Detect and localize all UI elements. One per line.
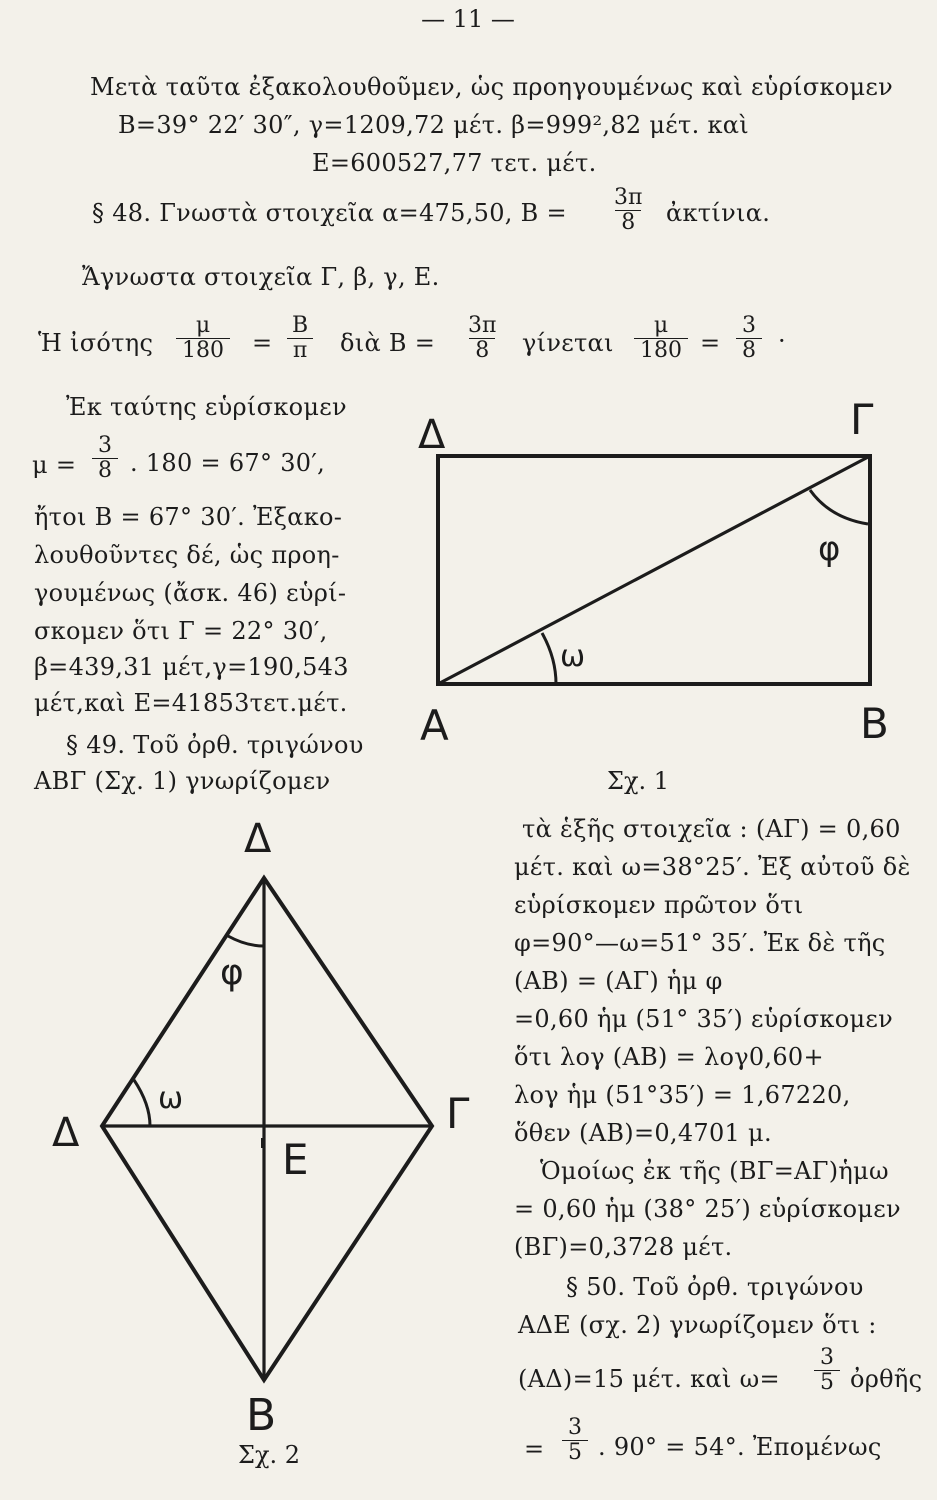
left-line-5: γουμένως (ἄσκ. 46) εὑρί-: [34, 579, 347, 607]
fraction-denominator: 180: [634, 338, 688, 363]
fig1-label-b: B: [860, 699, 889, 748]
mu-suffix: . 180 = 67° 30′,: [130, 449, 326, 477]
fig2-label-delta-left: Δ: [52, 1110, 80, 1156]
s48-unit: ἀκτίνια.: [666, 199, 771, 227]
right-line-7: ὅτι λογ (AB) = λογ0,60+: [514, 1043, 824, 1071]
fraction-numerator: 3π: [468, 313, 497, 338]
equality-frac-5: [736, 314, 762, 363]
top-line-3: E=600527,77 τετ. μέτ.: [312, 149, 597, 177]
right-line-12: (ΒΓ)=0,3728 μέτ.: [514, 1233, 733, 1261]
top-line-1: Μετὰ ταῦτα ἐξακολουθοῦμεν, ὡς προηγουμένως καὶ εὑρίσκομεν: [90, 73, 894, 101]
fraction-denominator: 8: [736, 338, 762, 363]
left-line-8: μέτ,καὶ E=41853τετ.μέτ.: [34, 689, 348, 717]
right-line-15-post: ὀρθῆς: [850, 1365, 923, 1393]
fraction-denominator: 5: [814, 1370, 840, 1395]
right-line-13: § 50. Τοῦ ὀρθ. τριγώνου: [566, 1273, 864, 1301]
fig1-diagonal: [438, 456, 870, 684]
fig2-phi: φ: [220, 952, 244, 993]
fraction-numerator: 3: [98, 433, 112, 458]
s48-fraction: [608, 186, 648, 235]
left-line-1: Ἐκ ταύτης εὑρίσκομεν: [66, 393, 347, 421]
fraction-denominator: π: [287, 338, 313, 363]
fig2-rhombus: [102, 878, 432, 1380]
equality-label: Ἡ ἰσότης: [38, 329, 154, 357]
right-line-15-pre: (ΑΔ)=15 μέτ. καὶ ω=: [518, 1365, 780, 1393]
equals-sign-2: =: [700, 329, 721, 357]
top-line-2: B=39° 22′ 30″, γ=1209,72 μέτ. β=999²,82 μέτ. καὶ: [118, 111, 749, 139]
right-line-2: μέτ. καὶ ω=38°25′. Ἐξ αὐτοῦ δὲ: [514, 853, 911, 881]
right-line-3: εὑρίσκομεν πρῶτον ὅτι: [514, 891, 804, 919]
fig1-caption: Σχ. 1: [606, 767, 670, 795]
right-line-16-post: . 90° = 54°. Ἐπομένως: [598, 1433, 882, 1461]
omega-fraction: [814, 1346, 840, 1395]
fig2-caption: Σχ. 2: [237, 1441, 301, 1469]
left-line-3: ἤτοι B = 67° 30′. Ἐξακο-: [34, 503, 343, 531]
figure-1: [410, 400, 910, 760]
fraction-numerator: B: [292, 313, 309, 338]
fraction-denominator: 180: [176, 338, 230, 363]
fraction-numerator: 3: [742, 313, 756, 338]
right-line-16-pre: =: [524, 1435, 545, 1463]
fraction-denominator: 8: [469, 338, 495, 363]
s48-text: § 48. Γνωστὰ στοιχεῖα α=475,50, B =: [92, 199, 567, 227]
left-line-10: ΑΒΓ (Σχ. 1) γνωρίζομεν: [34, 767, 331, 795]
equality-frac-3: [462, 314, 502, 363]
mu-fraction: [92, 434, 118, 483]
fig2-label-delta-top: Δ: [244, 816, 272, 862]
right-line-8: λογ ἡμ (51°35′) = 1,67220,: [514, 1081, 851, 1109]
equals-sign: =: [252, 329, 273, 357]
left-line-7: β=439,31 μέτ,γ=190,543: [34, 653, 349, 681]
fig1-phi: φ: [818, 529, 841, 569]
right-line-9: ὅθεν (AB)=0,4701 μ.: [514, 1119, 772, 1147]
fraction-numerator: μ: [653, 313, 669, 338]
fig1-omega: ω: [560, 639, 586, 674]
fig2-label-e: E: [282, 1135, 309, 1184]
left-line-4: λουθοῦντες δέ, ὡς προη-: [34, 541, 340, 569]
equality-frac-4: [634, 314, 688, 363]
mu-prefix: μ =: [32, 451, 77, 479]
fig2-phi-arc: [228, 936, 264, 946]
right-line-1: τὰ ἑξῆς στοιχεῖα : (ΑΓ) = 0,60: [522, 815, 901, 843]
right-line-4: φ=90°—ω=51° 35′. Ἐκ δὲ τῆς: [514, 929, 886, 957]
right-line-6: =0,60 ἡμ (51° 35′) εὑρίσκομεν: [514, 1005, 893, 1033]
fig1-omega-arc: [542, 633, 556, 684]
s48-unknown: Ἄγνωστα στοιχεῖα Γ, β, γ, E.: [82, 263, 440, 291]
page-number: — 11 —: [421, 5, 515, 33]
fig1-label-delta: Δ: [418, 412, 446, 458]
fraction-numerator: 3: [820, 1345, 834, 1370]
right-line-5: (AB) = (ΑΓ) ἡμ φ: [514, 967, 723, 995]
fig2-omega: ω: [158, 1081, 184, 1116]
fig2-label-b: B: [246, 1390, 277, 1441]
right-line-10: Ὁμοίως ἐκ τῆς (ΒΓ=ΑΓ)ἡμω: [540, 1157, 889, 1185]
right-line-14: ΑΔΕ (σχ. 2) γνωρίζομεν ὅτι :: [518, 1311, 877, 1339]
fraction-denominator: 8: [92, 458, 118, 483]
fraction-denominator: 8: [615, 210, 641, 235]
fraction-denominator: 5: [562, 1440, 588, 1465]
fig1-label-a: A: [420, 701, 449, 750]
fig2-label-gamma: Γ: [446, 1089, 470, 1138]
fraction-numerator: 3π: [614, 185, 643, 210]
figure-2: [40, 808, 480, 1488]
fraction-numerator: μ: [195, 313, 211, 338]
equality-frac-1: [176, 314, 230, 363]
left-line-6: σκομεν ὅτι Γ = 22° 30′,: [34, 617, 328, 645]
ginetai-text: γίνεται: [522, 329, 614, 357]
right-line-11: = 0,60 ἡμ (38° 25′) εὑρίσκομεν: [514, 1195, 901, 1223]
fraction-numerator: 3: [568, 1415, 582, 1440]
fig2-omega-arc: [134, 1080, 150, 1126]
left-line-9: § 49. Τοῦ ὀρθ. τριγώνου: [66, 731, 364, 759]
period: ·: [778, 327, 786, 355]
fig1-phi-arc: [810, 490, 868, 524]
dia-text: διὰ B =: [340, 329, 436, 357]
degree-fraction: [562, 1416, 588, 1465]
fig1-label-gamma: Γ: [850, 400, 874, 444]
equality-frac-2: [286, 314, 314, 363]
